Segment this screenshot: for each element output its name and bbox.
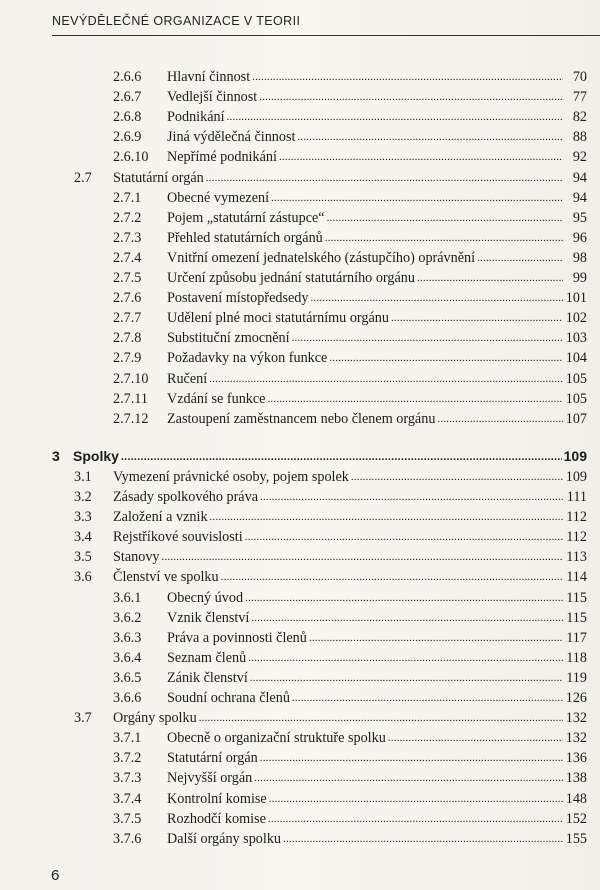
toc-number: 2.7.12: [113, 410, 149, 427]
toc-title: Požadavky na výkon funkce: [167, 350, 328, 367]
toc-title: Seznam členů: [167, 649, 247, 666]
toc-number: 2.6.8: [113, 109, 142, 126]
toc-title: Nepřímé podnikání: [167, 149, 277, 166]
toc-entry: [167, 208, 587, 229]
toc-dot-leader: [252, 66, 563, 87]
toc-title: Zásady spolkového práva: [113, 489, 258, 505]
toc-entry: [167, 127, 587, 148]
toc-entry: [113, 507, 587, 528]
toc-title: Stanovy: [113, 549, 160, 566]
toc-dot-leader: [248, 647, 563, 668]
toc-title: Udělení plné moci statutárnímu orgánu: [167, 310, 389, 327]
toc-number: 3.7.4: [113, 790, 142, 807]
toc-row: [0, 147, 600, 167]
toc-number: 3.5: [74, 549, 92, 566]
toc-dot-leader: [206, 167, 563, 188]
toc-page-number: 132: [565, 730, 587, 747]
toc-dot-leader: [221, 566, 563, 587]
toc-title: Založení a vznik: [113, 509, 208, 526]
toc-title: Spolky: [73, 447, 119, 464]
toc-dot-leader: [279, 146, 563, 167]
toc-entry: [167, 147, 587, 168]
toc-entry: [167, 188, 587, 209]
toc-row: [0, 809, 600, 829]
toc-dot-leader: [121, 445, 562, 467]
toc-number: 3.6.6: [113, 690, 142, 706]
toc-row: [0, 567, 600, 587]
toc-entry: [167, 87, 587, 108]
toc-number: 2.7.9: [113, 350, 142, 367]
toc-entry: [167, 768, 587, 789]
page-number: 6: [51, 867, 60, 884]
toc-page-number: 152: [565, 810, 587, 827]
toc-row: [0, 107, 600, 127]
toc-title: Vnitřní omezení jednatelského (zástupčího) oprávnění: [167, 249, 476, 266]
toc-row: [0, 588, 600, 608]
toc-entry: [113, 168, 587, 189]
toc-row: [0, 527, 600, 547]
toc-row: [0, 308, 600, 328]
toc-row: [0, 728, 600, 748]
toc-dot-leader: [245, 587, 563, 608]
toc-dot-leader: [292, 687, 563, 708]
toc-dot-leader: [245, 526, 563, 547]
toc-title: Vzdání se funkce: [167, 390, 266, 407]
toc-dot-leader: [388, 727, 563, 748]
toc-number: 3.3: [74, 509, 92, 526]
toc-row: [0, 829, 600, 849]
header-rule: [52, 35, 600, 36]
toc-entry: [167, 829, 587, 850]
toc-number: 3.7.3: [113, 770, 142, 787]
toc-title: Podnikání: [167, 109, 225, 126]
toc-number: 2.7.11: [113, 390, 148, 407]
toc-dot-leader: [209, 368, 563, 389]
toc-dot-leader: [210, 506, 563, 527]
toc-number: 3: [52, 447, 60, 464]
toc-page-number: 118: [566, 649, 587, 666]
toc-title: Obecně o organizační struktuře spolku: [167, 730, 386, 747]
toc-row: [0, 268, 600, 288]
toc-dot-leader: [250, 667, 563, 688]
toc-dot-leader: [283, 828, 563, 849]
toc-number: 2.7.2: [113, 209, 142, 226]
toc-dot-leader: [268, 808, 563, 829]
toc-dot-leader: [251, 607, 563, 628]
toc-number: 2.6.9: [113, 129, 142, 146]
toc-number: 2.7.1: [113, 189, 142, 206]
toc-dot-leader: [391, 307, 563, 328]
toc-dot-leader: [437, 408, 563, 429]
toc-dot-leader: [327, 207, 563, 228]
toc-title: Zastoupení zaměstnancem nebo členem orgánu: [167, 410, 436, 427]
toc-row: [0, 768, 600, 788]
toc-dot-leader: [267, 388, 563, 409]
toc-page-number: 115: [566, 609, 587, 626]
toc-entry: [113, 547, 587, 568]
toc-title: Kontrolní komise: [167, 790, 267, 807]
toc-page-number: 113: [566, 549, 587, 566]
toc-entry: [167, 348, 587, 369]
toc-row: [0, 369, 600, 389]
toc-row: [0, 67, 600, 87]
toc-row: [0, 228, 600, 248]
toc-page-number: 98: [572, 249, 587, 266]
toc-row: [0, 168, 600, 188]
toc-entry: [113, 467, 587, 488]
toc-page-number: 92: [572, 149, 587, 166]
toc-entry: [167, 668, 587, 689]
toc-row: [0, 547, 600, 567]
toc-title: Vymezení právnické osoby, pojem spolek: [113, 468, 349, 485]
toc-row: [0, 248, 600, 268]
toc-number: 3.4: [74, 529, 92, 546]
toc-title: Obecné vymezení: [167, 189, 270, 206]
toc-number: 3.7.5: [113, 810, 142, 827]
toc-page-number: 99: [572, 270, 587, 286]
toc-number: 2.6.6: [113, 69, 142, 85]
toc-title: Substituční zmocnění: [167, 330, 290, 347]
toc-row: [0, 487, 600, 507]
toc-row: [0, 467, 600, 487]
toc-dot-leader: [325, 227, 563, 248]
toc-page-number: 138: [565, 770, 587, 787]
toc-entry: [167, 608, 587, 629]
toc-number: 2.7.3: [113, 229, 142, 246]
toc-page-number: 109: [563, 447, 587, 464]
toc-row: [0, 288, 600, 308]
toc-dot-leader: [309, 627, 563, 648]
toc-dot-leader: [271, 187, 563, 208]
toc-title: Vedlejší činnost: [167, 89, 258, 106]
toc-entry: [167, 748, 587, 769]
toc-entry: [113, 487, 587, 508]
toc-title: Rejstříkové souvislosti: [113, 529, 243, 546]
toc-row: [0, 608, 600, 628]
toc-title: Orgány spolku: [113, 710, 197, 727]
toc-number: 2.7.6: [113, 290, 142, 307]
toc-row: [0, 648, 600, 668]
toc-entry: [167, 228, 587, 249]
toc-number: 2.7.8: [113, 330, 142, 347]
toc-dot-leader: [259, 86, 563, 107]
toc-entry: [113, 527, 587, 548]
toc-number: 3.1: [74, 468, 92, 485]
toc-entry: [113, 567, 587, 588]
toc-page-number: 95: [572, 209, 587, 226]
toc-entry: [73, 446, 587, 468]
toc-page-number: 115: [566, 589, 587, 606]
toc-dot-leader: [227, 106, 563, 127]
toc-number: 2.7: [74, 169, 92, 186]
toc-entry: [167, 789, 587, 810]
toc-dot-leader: [292, 327, 563, 348]
toc-title: Obecný úvod: [167, 589, 244, 606]
toc-number: 3.7.6: [113, 830, 142, 847]
toc-title: Určení způsobu jednání statutárního orgánu: [167, 270, 415, 286]
toc-row: [0, 328, 600, 348]
toc-title: Soudní ochrana členů: [167, 690, 290, 706]
toc-entry: [167, 248, 587, 269]
toc-number: 3.6.5: [113, 669, 142, 686]
toc-dot-leader: [254, 767, 563, 788]
toc-row: [0, 668, 600, 688]
toc-page-number: 101: [565, 290, 587, 307]
toc-number: 3.6.3: [113, 629, 142, 646]
toc-number: 3.6.1: [113, 589, 142, 606]
running-head: NEVÝDĚLEČNÉ ORGANIZACE V TEORII: [52, 14, 301, 28]
toc-page-number: 94: [572, 169, 587, 186]
toc-title: Práva a povinnosti členů: [167, 629, 307, 646]
toc-title: Nejvyšší orgán: [167, 770, 253, 787]
toc-row: [0, 748, 600, 768]
toc-title: Zánik členství: [167, 669, 248, 686]
toc-page-number: 117: [566, 629, 587, 646]
toc-number: 2.6.7: [113, 89, 142, 106]
toc-page-number: 107: [565, 410, 587, 427]
toc-title: Jiná výdělečná činnost: [167, 129, 296, 146]
toc-title: Rozhodčí komise: [167, 810, 266, 827]
toc-page-number: 105: [565, 370, 587, 387]
toc-page-number: 88: [572, 129, 587, 146]
toc-title: Další orgány spolku: [167, 830, 282, 847]
toc-entry: [167, 67, 587, 88]
toc-page-number: 102: [565, 310, 587, 327]
toc-entry: [167, 648, 587, 669]
toc-entry: [167, 308, 587, 329]
toc-title: Vznik členství: [167, 609, 250, 626]
toc-page-number: 111: [566, 489, 587, 505]
toc-row: [0, 507, 600, 527]
toc-page-number: 126: [565, 690, 587, 706]
toc-row: [0, 348, 600, 368]
toc-page-number: 94: [572, 189, 587, 206]
toc-dot-leader: [310, 287, 563, 308]
toc-title: Postavení místopředsedy: [167, 290, 309, 307]
toc-entry: [167, 369, 587, 390]
toc-page-number: 119: [566, 669, 587, 686]
toc-dot-leader: [260, 486, 563, 507]
toc-entry: [167, 389, 587, 410]
toc-page-number: 112: [566, 509, 587, 526]
toc-row: [0, 208, 600, 228]
toc-page-number: 82: [572, 109, 587, 126]
toc-number: 2.7.10: [113, 370, 149, 387]
toc-dot-leader: [162, 546, 563, 567]
toc-entry: [167, 328, 587, 349]
toc-page-number: 136: [565, 750, 587, 767]
toc-number: 3.7: [74, 710, 92, 727]
toc-row: [0, 188, 600, 208]
toc-entry: [167, 809, 587, 830]
toc-page-number: 112: [566, 529, 587, 546]
toc-entry: [167, 107, 587, 128]
toc-page-number: 77: [572, 89, 587, 106]
toc-page-number: 155: [565, 830, 587, 847]
toc-entry: [167, 628, 587, 649]
toc-entry: [167, 728, 587, 749]
toc-page-number: 70: [572, 69, 587, 85]
toc-title: Statutární orgán: [113, 169, 204, 186]
toc-entry: [167, 268, 587, 289]
toc-page-number: 96: [572, 229, 587, 246]
toc-entry: [113, 708, 587, 729]
toc-number: 3.6: [74, 569, 92, 586]
toc-dot-leader: [199, 707, 563, 728]
toc-dot-leader: [260, 747, 563, 768]
toc-title: Členství ve spolku: [113, 569, 219, 586]
toc-number: 3.2: [74, 489, 92, 505]
toc-title: Pojem „statutární zástupce“: [167, 209, 325, 226]
toc-dot-leader: [329, 347, 563, 368]
toc-entry: [167, 688, 587, 709]
toc-page-number: 114: [566, 569, 587, 586]
toc-page-number: 104: [565, 350, 587, 367]
toc-dot-leader: [269, 788, 563, 809]
toc-number: 3.6.4: [113, 649, 142, 666]
toc-page-number: 109: [565, 468, 587, 485]
toc-entry: [167, 588, 587, 609]
toc-number: 2.7.4: [113, 249, 142, 266]
toc-title: Hlavní činnost: [167, 69, 251, 85]
toc-dot-leader: [477, 247, 563, 268]
toc-row: [0, 688, 600, 708]
toc-title: Ručení: [167, 370, 208, 387]
toc-dot-leader: [351, 466, 563, 487]
toc-page-number: 105: [565, 390, 587, 407]
toc-number: 3.6.2: [113, 609, 142, 626]
toc-page-number: 103: [565, 330, 587, 347]
toc-number: 2.7.7: [113, 310, 142, 327]
toc-row: [0, 409, 600, 429]
toc-row: [0, 127, 600, 147]
toc-page-number: 148: [565, 790, 587, 807]
toc-page-number: 132: [565, 710, 587, 727]
toc-number: 2.6.10: [113, 149, 149, 166]
toc-entry: [167, 409, 587, 430]
toc-row: [0, 87, 600, 107]
toc-number: 3.7.1: [113, 730, 142, 747]
toc-title: Přehled statutárních orgánů: [167, 229, 323, 246]
toc-row: [0, 708, 600, 728]
toc-row: [0, 628, 600, 648]
toc-chapter-row: [0, 446, 600, 466]
toc-title: Statutární orgán: [167, 750, 258, 767]
toc-number: 2.7.5: [113, 270, 142, 286]
toc-row: [0, 789, 600, 809]
toc-dot-leader: [297, 126, 563, 147]
toc-row: [0, 389, 600, 409]
toc-entry: [167, 288, 587, 309]
toc-dot-leader: [417, 267, 563, 288]
toc-number: 3.7.2: [113, 750, 142, 767]
